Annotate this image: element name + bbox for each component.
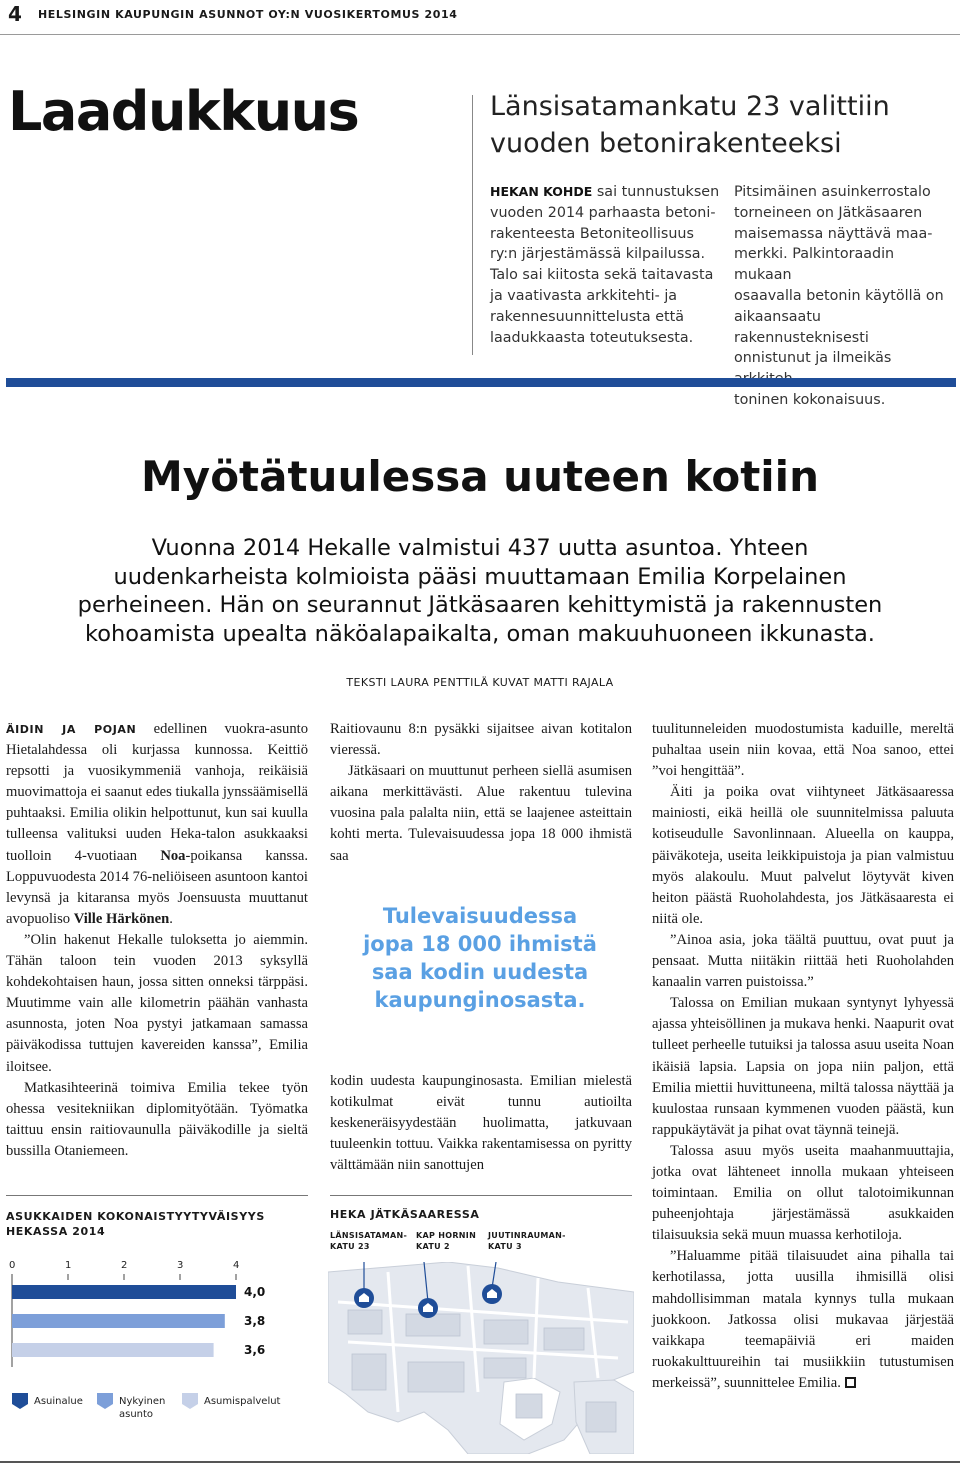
name-highlight: Ville Härkönen — [73, 910, 170, 927]
feature-title: Myötätuulessa uuteen kotiin — [141, 452, 819, 501]
body-paragraph: tuulitunneleiden muodostumista kaduille, mereltä puhaltaa usein niin kovaa, että Noa sanoo, ettei ”voi hengittää”. — [652, 721, 954, 780]
header-divider — [0, 34, 960, 35]
map-label-line: KATU 3 — [488, 1242, 522, 1251]
body-paragraph: kodin uudesta kaupunginosasta. Emilian mielestä kotikulmat eivät tunnu autioilta keskeneräisyydestään huolimatta, jatkuvaan tuuleenkin tottuu. Vaikka rakentamisessa on pyritty välttämään niin sanottujen — [330, 1073, 632, 1174]
award-line: ry:n järjestämässä kilpailussa. — [490, 246, 706, 263]
pull-quote-line: jopa 18 000 ihmistä — [363, 932, 597, 956]
map-label-line: JUUTINRAUMAN- — [488, 1231, 566, 1240]
satisfaction-chart — [0, 1250, 310, 1430]
chart-title-line: ASUKKAIDEN KOKONAISTYYTYVÄISYYS — [6, 1210, 265, 1223]
bottom-divider — [0, 1461, 960, 1463]
pull-quote-line: Tulevaisuudessa — [382, 904, 578, 928]
chart-title — [6, 1209, 306, 1239]
pull-quote — [345, 902, 615, 1014]
pull-quote-line: saa kodin uudesta — [371, 960, 589, 984]
award-title — [490, 88, 950, 162]
jatkasaari-map — [328, 1262, 634, 1454]
chart-top-rule — [6, 1195, 308, 1196]
award-title-line: vuoden betonirakenteeksi — [490, 128, 842, 159]
award-line: onnistunut ja ilmeikäs — [734, 350, 892, 367]
body-paragraph: Talossa on Emilian mukaan syntynyt lyhyessä ajassa yhteisöllinen ja mukava henki. Naapurit ovat tulleet perheelle tutuiksi ja talossa asuu useita Noan ikäisiä lapsia. Lapsia on jopa niin paljon, että Emilia miettii huvittuneena, miltä talossa näyttää ja kuulostaa runsaan kymmenen vuoden päästä, kun rappukäytävät ja pihat ovat täynnä teinejä. — [652, 995, 954, 1138]
award-line: toninen kokonaisuus. — [734, 391, 886, 408]
body-paragraph: Matkasihteerinä toimiva Emilia tekee työn ohessa vesitekniikan diplomityötään. Työmatka taittuu ensin raitiovaunulla päiväkodille ja sieltä bussilla Otaniemeen. — [6, 1079, 308, 1159]
award-line: torneineen on Jätkäsaaren — [734, 204, 923, 221]
body-text: -poikansa kanssa. Loppuvuodesta 2014 76-neliöiseen asuntoon kantoi levynsä ja kitaransa myös Joensuusta muuttanut avopuoliso — [6, 847, 308, 927]
map-label-line: LÄNSISATAMAN- — [330, 1231, 408, 1240]
legend-label: Asumispalvelut — [204, 1396, 281, 1407]
body-column-3 — [652, 719, 954, 1394]
legend-swatch-icon — [97, 1393, 113, 1409]
legend-label: Nykyinen — [119, 1396, 166, 1407]
award-line: maisemassa näyttävä maa- — [734, 225, 933, 242]
body-paragraph: Äiti ja poika ovat viihtyneet Jätkäsaaressa mainiosti, eikä heillä ole suunnitelmissa paluuta kotiseudulle Savonlinnaan. Alueella on kauppa, päiväkoteja, useita leikkipuistoja ja pian valmistuu myös alakoulu. Muut palvelut löytyvät kiven heiton päästä Ruoholahdesta, jos Jätkäsaaresta ei niitä ole. — [652, 784, 954, 927]
section-band — [6, 378, 956, 387]
body-text: edellinen vuokra-asunto Hietalahdessa oli kurjassa kunnossa. Keittiö repsotti ja vuosikymmeniä vanhoja, reikäisiä muovimattoja ei saanut edes tiukalla jynssäämisellä puhtaaksi. Emilia olikin helpottunut, kun sai kuulla tulleensa valituksi uuden Heka-talon asukkaaksi tuolloin 4-vuotiaan — [6, 721, 308, 864]
award-line: ja vaativasta arkkitehti- ja — [490, 287, 678, 304]
award-text-col2 — [734, 182, 956, 411]
award-line: rakennesuunnittelusta että — [490, 308, 684, 325]
running-head: HELSINGIN KAUPUNGIN ASUNNOT OY:N VUOSIKERTOMUS 2014 — [38, 8, 458, 21]
lead-line: Vuonna 2014 Hekalle valmistui 437 uutta asuntoa. Yhteen — [151, 535, 809, 561]
map-label-line: KATU 2 — [416, 1242, 450, 1251]
legend-swatch-icon — [12, 1393, 28, 1409]
section-title: Laadukkuus — [8, 80, 359, 143]
body-column-2 — [330, 719, 632, 867]
byline: TEKSTI LAURA PENTTILÄ KUVAT MATTI RAJALA — [346, 676, 614, 689]
body-paragraph: Talossa asuu myös useita maahanmuuttajia, jotka ovat lähteneet innolla mukaan yhteiseen toimintaan. Emilia on ollut talotoimikunnan puheenjohtaja järjestämässä asukkaiden tilaisuuksia sekä muun muassa kerhotiloja. — [652, 1142, 954, 1244]
tick-label: 3 — [177, 1260, 184, 1271]
tick-label: 1 — [65, 1260, 72, 1271]
feature-lead — [55, 534, 905, 648]
map-label-line: KATU 23 — [330, 1242, 370, 1251]
lead-line: perheineen. Hän on seurannut Jätkäsaaren kehittymistä ja rakennusten — [77, 592, 883, 618]
map-label-lansisatamankatu — [330, 1230, 407, 1252]
bar — [12, 1343, 214, 1357]
body-paragraph: Raitiovaunu 8:n pysäkki sijaitsee aivan kotitalon vieressä. — [330, 721, 632, 759]
award-line: aikaansaatu rakennusteknisesti — [734, 308, 869, 346]
paragraph-lead-caps: ÄIDIN JA POJAN — [6, 723, 137, 736]
map-title: HEKA JÄTKÄSAARESSA — [330, 1208, 480, 1221]
award-text-col1 — [490, 182, 720, 348]
tick-label: 4 — [233, 1260, 240, 1271]
award-line: merkki. Palkintoraadin mukaan — [734, 246, 895, 284]
award-lead-caps: HEKAN KOHDE — [490, 184, 593, 199]
map-label-kap-hornin — [416, 1230, 476, 1252]
map-top-rule — [330, 1195, 632, 1196]
tick-label: 2 — [121, 1260, 128, 1271]
bar — [12, 1314, 225, 1328]
award-line: rakenteesta Betoniteollisuus — [490, 225, 694, 242]
award-line: vuoden 2014 parhaasta betoni- — [490, 204, 716, 221]
bar — [12, 1285, 236, 1299]
body-paragraph: ”Olin hakenut Hekalle tuloksetta jo aiemmin. Tähän taloon tein vuoden 2013 syksyllä kohdekohtaisen haun, jossa sitten onneksi tärppäsi. Muutimme vain alle kilometrin päähän vanhasta asunnosta, joten Noa pystyi jatkamaan samassa päiväkodissa tuttujen kavereiden kanssa”, Emilia iloitsee. — [6, 931, 308, 1075]
map-label-line: KAP HORNIN — [416, 1231, 477, 1240]
bar-value-label: 3,6 — [244, 1343, 266, 1357]
award-line: laadukkaasta toteutuksesta. — [490, 329, 694, 346]
lead-line: kohoamista upealta näköalapaikalta, oman makuuhuoneen ikkunasta. — [85, 620, 875, 647]
legend-label: Asuinalue — [34, 1396, 83, 1407]
award-line: osaavalla betonin käytöllä on — [734, 287, 944, 304]
lead-line: uudenkarheista kolmioista pääsi muuttamaan Emilia Korpelainen — [113, 563, 847, 590]
award-title-line: Länsisatamankatu 23 valittiin — [490, 91, 890, 122]
pull-quote-line: kaupunginosasta. — [374, 988, 586, 1012]
end-mark-icon — [845, 1377, 856, 1388]
chart-title-line: HEKASSA 2014 — [6, 1225, 106, 1238]
map-label-juutinrauman — [488, 1230, 566, 1252]
legend-label: asunto — [119, 1409, 154, 1420]
vertical-divider — [472, 95, 473, 355]
award-line: sai tunnustuksen — [592, 184, 720, 200]
body-column-2-continued — [330, 1071, 632, 1176]
bar-value-label: 3,8 — [244, 1314, 266, 1328]
name-highlight: Noa — [160, 847, 186, 864]
legend-swatch-icon — [182, 1393, 198, 1409]
body-text: . — [169, 910, 173, 927]
award-line: Pitsimäinen asuinkerrostalo — [734, 184, 931, 200]
tick-label: 0 — [9, 1260, 16, 1271]
body-text: ”Haluamme pitää tilaisuudet aina pihalla tai kerhotilassa, jotta uusilla ihmisillä olisi mahdollisimman matala kynnys tulla mukaan juokkoon. Jatkossa olisi mukavaa järjestää vaikkapa teemapäiviä eri maiden ruokakulttuureihin tai musiikkiin tutustumisen merkeissä”, suunnittelee Emilia. — [652, 1248, 954, 1391]
page-number: 4 — [8, 2, 22, 26]
body-paragraph — [652, 1246, 954, 1394]
bar-value-label: 4,0 — [244, 1285, 266, 1299]
body-paragraph: Jätkäsaari on muuttunut perheen siellä asumisen aikana merkittävästi. Alue rakentuu tulevina vuosina pala palalta niin, että se laajenee asteittain kohti merta. Tulevaisuudessa jopa 18 000 ihmistä saa — [330, 763, 632, 864]
body-column-1 — [6, 719, 308, 1162]
body-paragraph: ”Ainoa asia, joka täältä puuttuu, ovat puut ja pensaat. Mutta niitäkin riittää heti Ruoholahden kanaalin varren puistoissa.” — [652, 931, 954, 991]
award-line: Talo sai kiitosta sekä taitavasta — [490, 267, 714, 284]
